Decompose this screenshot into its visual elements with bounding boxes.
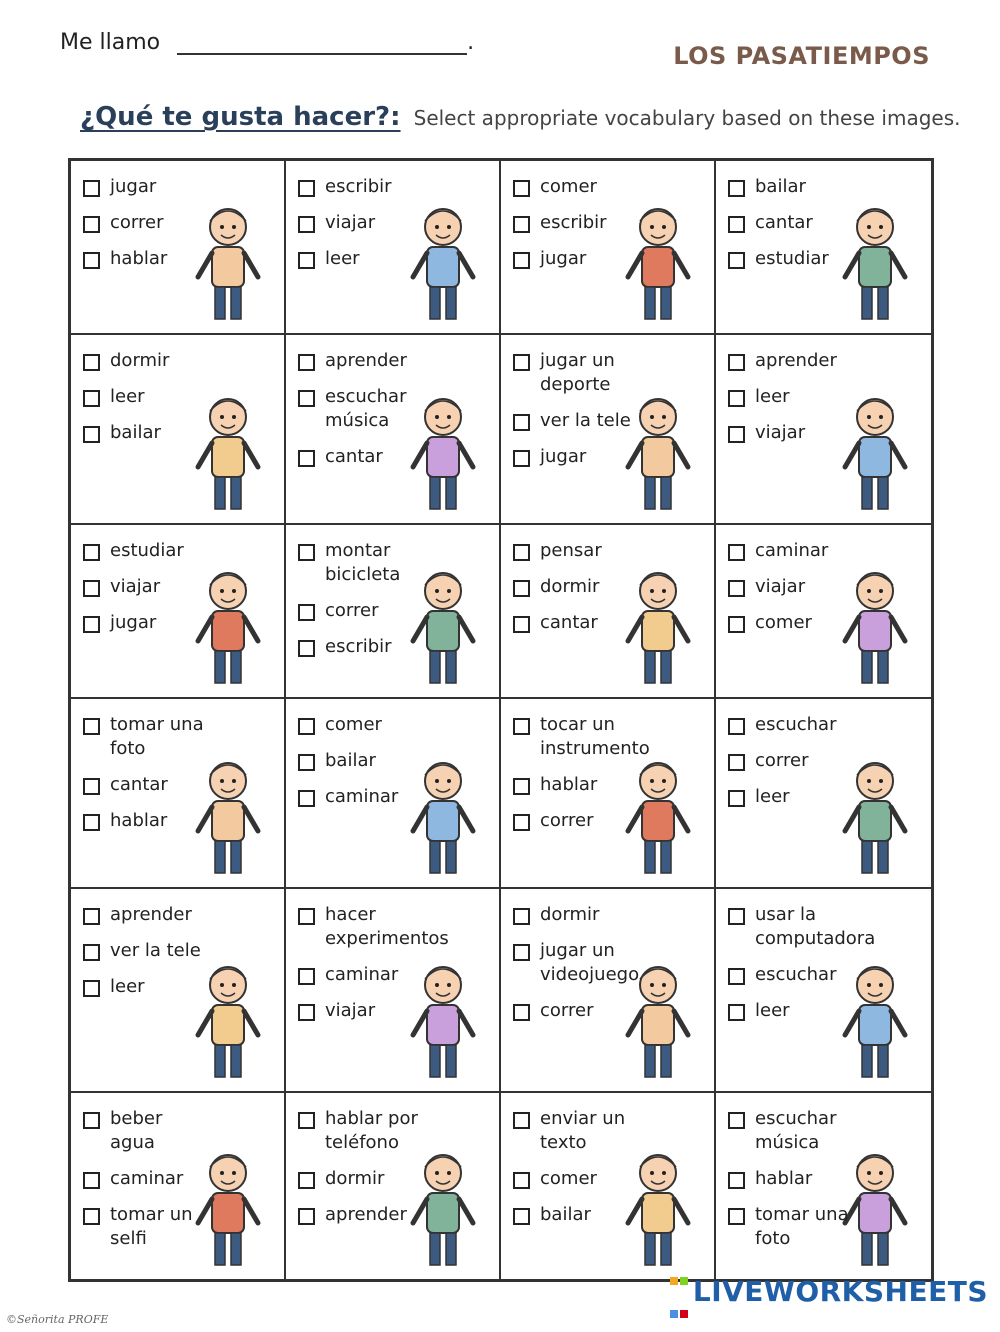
option-list xyxy=(83,1107,213,1263)
checkbox[interactable] xyxy=(513,252,530,269)
vocab-cell xyxy=(286,525,501,699)
name-end: . xyxy=(467,30,475,55)
vocab-cell xyxy=(716,699,931,889)
checkbox[interactable] xyxy=(298,754,315,771)
option-label: dormir xyxy=(540,904,600,925)
option-item[interactable] xyxy=(513,575,643,599)
checkbox[interactable] xyxy=(298,604,315,621)
instruction-text: Select appropriate vocabulary based on these images. xyxy=(413,106,961,130)
option-list xyxy=(728,903,876,1035)
vocab-cell xyxy=(71,889,286,1093)
option-item[interactable] xyxy=(298,445,428,469)
checkbox[interactable] xyxy=(298,450,315,467)
option-list xyxy=(83,349,213,457)
option-item[interactable] xyxy=(83,903,213,927)
option-label: montar bicicleta xyxy=(325,540,401,585)
checkbox[interactable] xyxy=(298,544,315,561)
checkbox[interactable] xyxy=(513,354,530,371)
vocab-cell xyxy=(286,1093,501,1279)
option-item[interactable] xyxy=(513,611,643,635)
option-list xyxy=(298,539,428,671)
option-item[interactable] xyxy=(513,999,643,1023)
checkbox[interactable] xyxy=(513,216,530,233)
checkbox[interactable] xyxy=(83,980,100,997)
checkbox[interactable] xyxy=(728,180,745,197)
name-line xyxy=(60,30,474,55)
checkbox[interactable] xyxy=(83,1172,100,1189)
option-item[interactable] xyxy=(728,1203,858,1251)
name-input-blank[interactable] xyxy=(177,31,467,55)
checkbox[interactable] xyxy=(298,1208,315,1225)
option-label: escribir xyxy=(325,636,392,657)
option-item[interactable] xyxy=(728,1107,858,1155)
option-label: dormir xyxy=(110,350,170,371)
option-label: jugar xyxy=(110,612,157,633)
option-item[interactable] xyxy=(83,1107,213,1155)
vocab-cell xyxy=(501,699,716,889)
option-list xyxy=(513,175,643,283)
checkbox[interactable] xyxy=(513,616,530,633)
option-item[interactable] xyxy=(513,773,643,797)
option-item[interactable] xyxy=(83,1203,213,1251)
option-label: viajar xyxy=(110,576,161,597)
checkbox[interactable] xyxy=(728,718,745,735)
checkbox[interactable] xyxy=(728,790,745,807)
option-label: caminar xyxy=(110,1168,184,1189)
option-item[interactable] xyxy=(728,1167,858,1191)
option-label: jugar un videojuego xyxy=(540,940,640,985)
vocab-cell xyxy=(71,335,286,525)
checkbox[interactable] xyxy=(728,616,745,633)
checkbox[interactable] xyxy=(728,1112,745,1129)
checkbox[interactable] xyxy=(513,814,530,831)
vocab-cell xyxy=(286,161,501,335)
checkbox[interactable] xyxy=(728,968,745,985)
checkbox[interactable] xyxy=(83,544,100,561)
option-list xyxy=(728,713,858,821)
option-label: hablar por teléfono xyxy=(325,1108,418,1153)
vocab-cell xyxy=(501,1093,716,1279)
option-item[interactable] xyxy=(513,175,643,199)
option-item[interactable] xyxy=(298,211,428,235)
checkbox[interactable] xyxy=(728,390,745,407)
option-label: bailar xyxy=(540,1204,591,1225)
checkbox[interactable] xyxy=(298,908,315,925)
option-label: enviar un texto xyxy=(540,1108,626,1153)
vocab-cell xyxy=(71,1093,286,1279)
option-item[interactable] xyxy=(298,539,428,587)
option-label: caminar xyxy=(325,786,399,807)
option-list xyxy=(728,539,858,647)
brand-logo xyxy=(669,1260,988,1326)
option-label: ver la tele xyxy=(540,410,631,431)
option-label: ver la tele xyxy=(110,940,201,961)
vocab-cell xyxy=(501,889,716,1093)
option-item[interactable] xyxy=(83,975,213,999)
option-label: caminar xyxy=(755,540,829,561)
vocab-cell xyxy=(501,335,716,525)
option-label: comer xyxy=(540,176,597,197)
option-list xyxy=(83,903,213,1011)
checkbox[interactable] xyxy=(298,790,315,807)
checkbox[interactable] xyxy=(513,414,530,431)
option-label: viajar xyxy=(755,422,806,443)
option-item[interactable] xyxy=(298,999,428,1023)
option-label: viajar xyxy=(755,576,806,597)
option-item[interactable] xyxy=(83,539,213,563)
option-item[interactable] xyxy=(728,247,858,271)
vocab-cell xyxy=(501,525,716,699)
option-item[interactable] xyxy=(83,175,213,199)
checkbox[interactable] xyxy=(83,252,100,269)
checkbox[interactable] xyxy=(513,1004,530,1021)
option-item[interactable] xyxy=(728,611,858,635)
option-list xyxy=(83,175,213,283)
checkbox[interactable] xyxy=(513,1112,530,1129)
option-label: cantar xyxy=(110,774,168,795)
vocab-cell xyxy=(71,161,286,335)
option-label: escuchar música xyxy=(325,386,407,431)
option-label: jugar xyxy=(110,176,157,197)
option-label: dormir xyxy=(325,1168,385,1189)
checkbox[interactable] xyxy=(83,908,100,925)
option-item[interactable] xyxy=(298,247,428,271)
option-label: correr xyxy=(755,750,809,771)
checkbox[interactable] xyxy=(728,1208,745,1225)
checkbox[interactable] xyxy=(728,1172,745,1189)
option-label: aprender xyxy=(110,904,192,925)
option-list xyxy=(728,1107,858,1263)
checkbox[interactable] xyxy=(298,640,315,657)
option-item[interactable] xyxy=(298,1203,428,1227)
option-label: escribir xyxy=(325,176,392,197)
checkbox[interactable] xyxy=(728,908,745,925)
option-label: comer xyxy=(755,612,812,633)
option-item[interactable] xyxy=(298,903,449,951)
option-list xyxy=(298,903,449,1035)
option-label: correr xyxy=(110,212,164,233)
option-list xyxy=(298,713,428,821)
checkbox[interactable] xyxy=(513,908,530,925)
option-label: correr xyxy=(540,1000,594,1021)
checkbox[interactable] xyxy=(83,718,100,735)
option-label: usar la computadora xyxy=(755,904,876,949)
checkbox[interactable] xyxy=(298,968,315,985)
option-item[interactable] xyxy=(83,349,213,373)
option-label: estudiar xyxy=(755,248,829,269)
checkbox[interactable] xyxy=(728,754,745,771)
checkbox[interactable] xyxy=(513,944,530,961)
name-label: Me llamo xyxy=(60,30,161,55)
option-item[interactable] xyxy=(298,1167,428,1191)
checkbox[interactable] xyxy=(513,778,530,795)
checkbox[interactable] xyxy=(298,1004,315,1021)
option-label: tomar un selfi xyxy=(110,1204,193,1249)
option-item[interactable] xyxy=(298,385,428,433)
option-label: viajar xyxy=(325,212,376,233)
vocab-cell xyxy=(501,161,716,335)
option-item[interactable] xyxy=(83,809,213,833)
brand-name: LIVEWORKSHEETS xyxy=(692,1275,988,1308)
option-item[interactable] xyxy=(728,713,858,737)
checkbox[interactable] xyxy=(513,718,530,735)
option-item[interactable] xyxy=(513,939,643,987)
option-label: aprender xyxy=(755,350,837,371)
checkbox[interactable] xyxy=(728,580,745,597)
option-label: leer xyxy=(755,786,790,807)
option-item[interactable] xyxy=(83,611,213,635)
option-item[interactable] xyxy=(83,939,213,963)
option-item[interactable] xyxy=(83,1167,213,1191)
checkbox[interactable] xyxy=(83,426,100,443)
option-label: hablar xyxy=(755,1168,813,1189)
option-list xyxy=(513,713,650,845)
checkbox[interactable] xyxy=(298,216,315,233)
option-item[interactable] xyxy=(83,211,213,235)
checkbox[interactable] xyxy=(83,216,100,233)
option-item[interactable] xyxy=(513,809,643,833)
option-label: beber agua xyxy=(110,1108,163,1153)
option-label: hablar xyxy=(540,774,598,795)
checkbox[interactable] xyxy=(728,426,745,443)
option-list xyxy=(728,175,858,283)
option-item[interactable] xyxy=(728,785,858,809)
checkbox[interactable] xyxy=(728,216,745,233)
checkbox[interactable] xyxy=(83,616,100,633)
option-list xyxy=(728,349,858,457)
checkbox[interactable] xyxy=(298,180,315,197)
option-label: correr xyxy=(325,600,379,621)
checkbox[interactable] xyxy=(728,252,745,269)
option-item[interactable] xyxy=(298,713,428,737)
option-item[interactable] xyxy=(513,903,643,927)
checkbox[interactable] xyxy=(513,580,530,597)
option-label: jugar un deporte xyxy=(540,350,615,395)
vocab-cell xyxy=(716,525,931,699)
checkbox[interactable] xyxy=(298,252,315,269)
checkbox[interactable] xyxy=(728,1004,745,1021)
checkbox[interactable] xyxy=(298,718,315,735)
option-item[interactable] xyxy=(83,247,213,271)
option-item[interactable] xyxy=(728,999,858,1023)
option-item[interactable] xyxy=(513,409,643,433)
option-item[interactable] xyxy=(513,1107,643,1155)
option-item[interactable] xyxy=(513,445,643,469)
option-item[interactable] xyxy=(298,749,428,773)
checkbox[interactable] xyxy=(728,354,745,371)
option-item[interactable] xyxy=(298,599,428,623)
option-item[interactable] xyxy=(513,211,643,235)
vocab-cell xyxy=(716,889,931,1093)
option-item[interactable] xyxy=(728,903,876,951)
checkbox[interactable] xyxy=(83,814,100,831)
option-item[interactable] xyxy=(83,385,213,409)
question-heading: ¿Qué te gusta hacer?: xyxy=(80,102,401,132)
vocab-cell xyxy=(71,525,286,699)
option-label: comer xyxy=(540,1168,597,1189)
option-item[interactable] xyxy=(728,349,858,373)
option-label: leer xyxy=(755,1000,790,1021)
vocabulary-grid xyxy=(68,158,934,1282)
checkbox[interactable] xyxy=(298,354,315,371)
checkbox[interactable] xyxy=(83,180,100,197)
credit-text: ©Señorita PROFE xyxy=(6,1313,109,1326)
checkbox[interactable] xyxy=(83,390,100,407)
option-item[interactable] xyxy=(298,349,428,373)
brand-logo-icon xyxy=(669,1260,689,1326)
option-label: cantar xyxy=(755,212,813,233)
option-label: hablar xyxy=(110,248,168,269)
option-item[interactable] xyxy=(513,539,643,563)
heading xyxy=(80,102,960,132)
option-item[interactable] xyxy=(513,1167,643,1191)
option-item[interactable] xyxy=(83,713,213,761)
option-label: leer xyxy=(110,386,145,407)
option-label: bailar xyxy=(325,750,376,771)
checkbox[interactable] xyxy=(513,450,530,467)
option-item[interactable] xyxy=(728,385,858,409)
option-item[interactable] xyxy=(513,713,650,761)
checkbox[interactable] xyxy=(728,544,745,561)
option-label: leer xyxy=(110,976,145,997)
option-label: tocar un instrumento xyxy=(540,714,650,759)
checkbox[interactable] xyxy=(298,390,315,407)
option-label: hablar xyxy=(110,810,168,831)
option-item[interactable] xyxy=(513,247,643,271)
option-item[interactable] xyxy=(298,1107,428,1155)
option-item[interactable] xyxy=(298,175,428,199)
checkbox[interactable] xyxy=(513,180,530,197)
checkbox[interactable] xyxy=(83,944,100,961)
option-item[interactable] xyxy=(728,539,858,563)
option-item[interactable] xyxy=(83,421,213,445)
option-label: viajar xyxy=(325,1000,376,1021)
vocab-cell xyxy=(71,699,286,889)
option-label: tomar una foto xyxy=(110,714,204,759)
page-title: LOS PASATIEMPOS xyxy=(673,42,930,70)
option-label: escuchar xyxy=(755,964,837,985)
checkbox[interactable] xyxy=(298,1172,315,1189)
option-item[interactable] xyxy=(298,963,428,987)
option-item[interactable] xyxy=(728,421,858,445)
option-list xyxy=(513,903,643,1035)
option-label: escribir xyxy=(540,212,607,233)
checkbox[interactable] xyxy=(513,1172,530,1189)
option-label: aprender xyxy=(325,1204,407,1225)
option-item[interactable] xyxy=(513,349,643,397)
option-item[interactable] xyxy=(728,749,858,773)
checkbox[interactable] xyxy=(513,1208,530,1225)
vocab-cell xyxy=(286,889,501,1093)
option-list xyxy=(83,713,213,845)
option-label: caminar xyxy=(325,964,399,985)
option-label: comer xyxy=(325,714,382,735)
option-list xyxy=(298,1107,428,1239)
option-item[interactable] xyxy=(298,785,428,809)
option-label: hacer experimentos xyxy=(325,904,449,949)
option-label: aprender xyxy=(325,350,407,371)
checkbox[interactable] xyxy=(83,1112,100,1129)
option-label: dormir xyxy=(540,576,600,597)
option-label: escuchar xyxy=(755,714,837,735)
option-list xyxy=(513,539,643,647)
option-list xyxy=(298,175,428,283)
checkbox[interactable] xyxy=(513,544,530,561)
option-item[interactable] xyxy=(83,575,213,599)
option-item[interactable] xyxy=(513,1203,643,1227)
option-label: cantar xyxy=(325,446,383,467)
option-item[interactable] xyxy=(728,963,858,987)
option-item[interactable] xyxy=(298,635,428,659)
option-label: jugar xyxy=(540,248,587,269)
option-list xyxy=(83,539,213,647)
option-label: cantar xyxy=(540,612,598,633)
option-label: estudiar xyxy=(110,540,184,561)
option-item[interactable] xyxy=(728,211,858,235)
option-label: jugar xyxy=(540,446,587,467)
checkbox[interactable] xyxy=(83,778,100,795)
checkbox[interactable] xyxy=(83,580,100,597)
option-item[interactable] xyxy=(83,773,213,797)
vocab-cell xyxy=(716,335,931,525)
vocab-cell xyxy=(286,335,501,525)
vocab-cell xyxy=(716,1093,931,1279)
option-list xyxy=(298,349,428,481)
option-item[interactable] xyxy=(728,575,858,599)
option-label: bailar xyxy=(755,176,806,197)
vocab-cell xyxy=(286,699,501,889)
option-label: leer xyxy=(755,386,790,407)
option-list xyxy=(513,349,643,481)
checkbox[interactable] xyxy=(83,354,100,371)
option-list xyxy=(513,1107,643,1239)
option-label: pensar xyxy=(540,540,602,561)
option-item[interactable] xyxy=(728,175,858,199)
option-label: bailar xyxy=(110,422,161,443)
vocab-cell xyxy=(716,161,931,335)
option-label: tomar una foto xyxy=(755,1204,849,1249)
option-label: leer xyxy=(325,248,360,269)
checkbox[interactable] xyxy=(83,1208,100,1225)
checkbox[interactable] xyxy=(298,1112,315,1129)
option-label: escuchar música xyxy=(755,1108,837,1153)
option-label: correr xyxy=(540,810,594,831)
